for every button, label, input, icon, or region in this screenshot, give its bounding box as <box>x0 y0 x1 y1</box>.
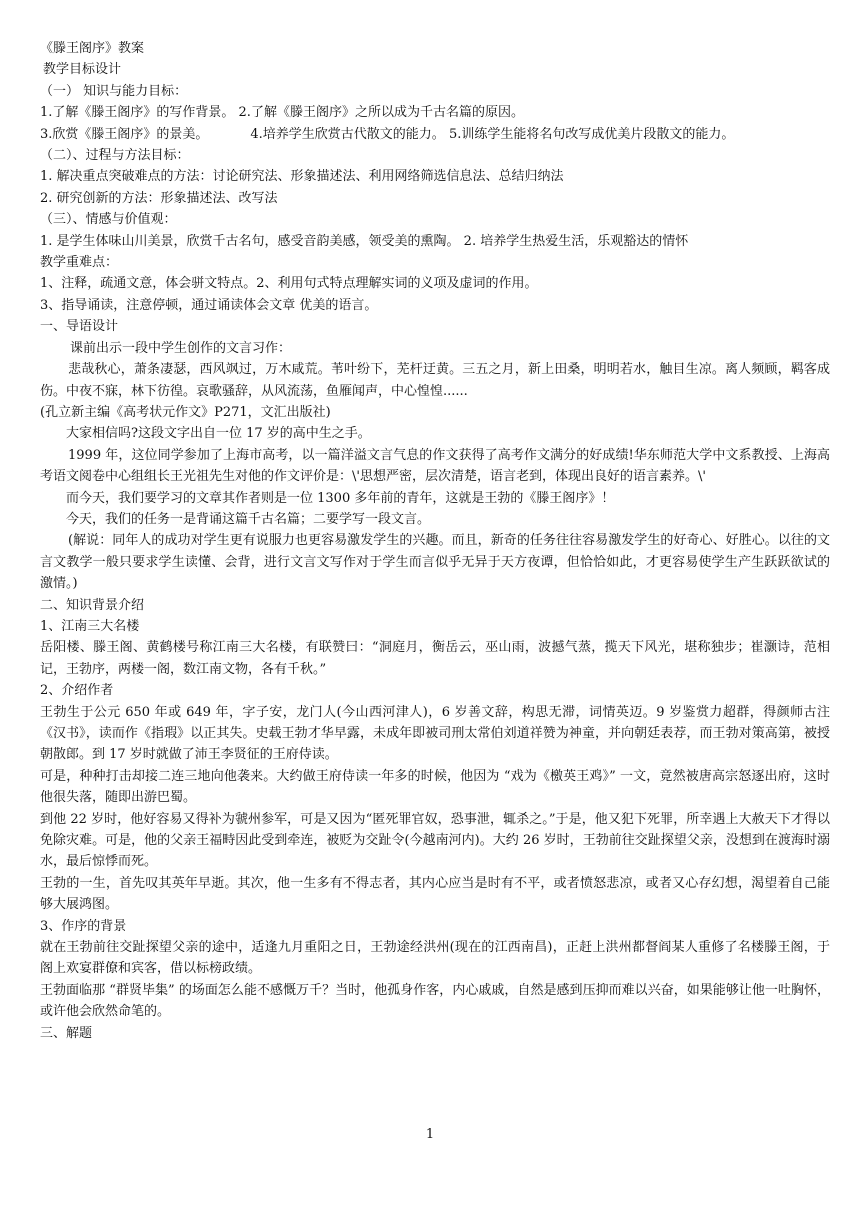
intro-paragraph-2 <box>40 359 830 402</box>
background-paragraph-4: 到他 22 岁时，他好容易又得补为虢州参军，可是又因为“匿死罪官奴，恐事泄，辄杀之。”于是，他又犯下死罪，所幸遇上大赦天下才得以免除灾难。可是，他的父亲王福畤因此受到牵连，被贬为交趾令(今越南河内)。大约 26 岁时，王勃前往交趾探望父亲，没想到在渡海时溺水，最后惊悸而死。 <box>40 811 830 870</box>
objective-1-line-1: 1.了解《滕王阁序》的写作背景。 2.了解《滕王阁序》之所以成为千古名篇的原因。 <box>40 105 524 121</box>
intro-paragraph-3: 大家相信吗?这段文字出自一位 17 岁的高中生之手。 <box>66 426 371 442</box>
intro-source: (孔立新主编《高考状元作文》P271，文汇出版社) <box>40 404 331 420</box>
intro-paragraph-5: 而今天，我们要学习的文章其作者则是一位 1300 多年前的青年，这就是王勃的《滕王阁序》！ <box>66 490 615 506</box>
key-point-1: 1、注释，疏通文意，体会骈文特点。2、利用句式特点理解实词的义项及虚词的作用。 <box>40 276 538 292</box>
intro-paragraph-4-text: 1999 年，这位同学参加了上海市高考，以一篇洋溢文言气息的作文获得了高考作文满分的好成绩!华东师范大学中文系教授、上海高考语文阅卷中心组组长王光祖先生对他的作文评价是：\'思想严密，层次清楚，语言老到，体现出良好的语言素养。\' <box>40 447 830 485</box>
page-number: 1 <box>425 1127 435 1142</box>
section-heading-background: 二、知识背景介绍 <box>40 597 145 613</box>
background-heading-3: 3、作序的背景 <box>40 918 127 934</box>
intro-paragraph-7-text: (解说：同年人的成功对学生更有说服力也更容易激发学生的兴趣。而且，新奇的任务往往容易激发学生的好奇心、好胜心。以往的文言文教学一般只要求学生读懂、会背，进行文言文写作对于学生而言似乎无异于天方夜谭，但恰恰如此，才更容易使学生产生跃跃欲试的激情。) <box>40 533 830 592</box>
intro-paragraph-7 <box>40 530 830 594</box>
intro-paragraph-2-text: 悲哉秋心，萧条凄瑟，西风飒过，万木咸荒。苇叶纷下，芜杆迂黄。三五之月，新上田桑，明明若水，触目生凉。离人频顾，羁客成伤。中夜不寐，林下彷徨。哀歌骚辞，从风流荡，鱼雁闻声，中心惶惶...... <box>40 362 830 399</box>
document-body <box>40 38 830 1044</box>
background-paragraph-2: 王勃生于公元 650 年或 649 年，字子安，龙门人(今山西河津人)，6 岁善文辞，构思无滞，词情英迈。9 岁鉴赏力超群，得颜师古注《汉书》，读而作《指瑕》以正其失。史载王勃才华早露，未成年即被司刑太常伯刘道祥赞为神童，并向朝廷表荐，而王勃对策高第，被授朝散郎。到 17 岁时就做了沛王李贤征的王府侍读。 <box>40 704 830 763</box>
intro-paragraph-1: 课前出示一段中学生创作的文言习作： <box>70 340 292 356</box>
objective-heading-3: （三）、情感与价值观： <box>40 212 177 228</box>
section-heading-intro: 一、导语设计 <box>40 319 119 335</box>
background-paragraph-1: 岳阳楼、滕王阁、黄鹤楼号称江南三大名楼，有联赞曰：“洞庭月，衡岳云，巫山雨，波撼气蒸，揽天下风光，堪称独步；崔灏诗，范相记，王勃序，两楼一阁，数江南文物，各有千秋。” <box>40 640 830 677</box>
objective-1-line-2 <box>40 124 830 145</box>
objective-1-line-2b: 4.培养学生欣赏古代散文的能力。 5.训练学生能将名句改写成优美片段散文的能力。 <box>250 126 735 142</box>
background-heading-1: 1、江南三大名楼 <box>40 618 140 634</box>
objective-heading-2: （二）、过程与方法目标： <box>40 148 190 164</box>
background-paragraph-3: 可是，种种打击却接二连三地向他袭来。大约做王府侍读一年多的时候，他因为 “戏为《檄英王鸡》” 一文，竟然被唐高宗怒逐出府，这时他很失落，随即出游巴蜀。 <box>40 768 830 806</box>
intro-paragraph-4 <box>40 445 830 488</box>
objective-1-line-2a: 3.欣赏《滕王阁序》的景美。 <box>40 126 209 142</box>
objective-2-line-1: 1. 解决重点突破难点的方法：讨论研究法、形象描述法、利用网络筛选信息法、总结归纳法 <box>40 169 564 185</box>
background-paragraph-5: 王勃的一生，首先叹其英年早逝。其次，他一生多有不得志者，其内心应当是时有不平，或者愤怒悲凉，或者又心存幻想，渴望着自己能够大展鸿图。 <box>40 875 830 913</box>
objective-heading-1: （一） 知识与能力目标： <box>40 83 188 99</box>
objective-2-line-2: 2. 研究创新的方法：形象描述法、改写法 <box>40 190 278 206</box>
document-title: 《滕王阁序》教案 <box>40 41 145 56</box>
key-point-2: 3、指导诵读，注意停顿，通过诵读体会文章 优美的语言。 <box>40 297 378 313</box>
background-paragraph-7: 王勃面临那 “群贤毕集” 的场面怎么能不感慨万千？当时，他孤身作客，内心戚戚，自然是感到压抑而难以兴奋，如果能够让他一吐胸怀，或许他会欣然命笔的。 <box>40 982 830 1020</box>
intro-paragraph-6: 今天，我们的任务一是背诵这篇千古名篇；二要学写一段文言。 <box>66 511 431 527</box>
background-paragraph-6: 就在王勃前往交趾探望父亲的途中，适逢九月重阳之日，王勃途经洪州(现在的江西南昌)，正赶上洪州都督阎某人重修了名楼滕王阁，于阁上欢宴群僚和宾客，借以标榜政绩。 <box>40 940 830 977</box>
background-heading-2: 2、介绍作者 <box>40 683 114 699</box>
section-heading-title-explanation: 三、解题 <box>40 1025 93 1041</box>
objective-3-line-1: 1. 是学生体味山川美景，欣赏千古名句，感受音韵美感，领受美的熏陶。 2. 培养学生热爱生活，乐观豁达的情怀 <box>40 233 689 249</box>
section-heading-design: 教学目标设计 <box>43 62 122 78</box>
key-points-heading: 教学重难点： <box>40 255 119 271</box>
